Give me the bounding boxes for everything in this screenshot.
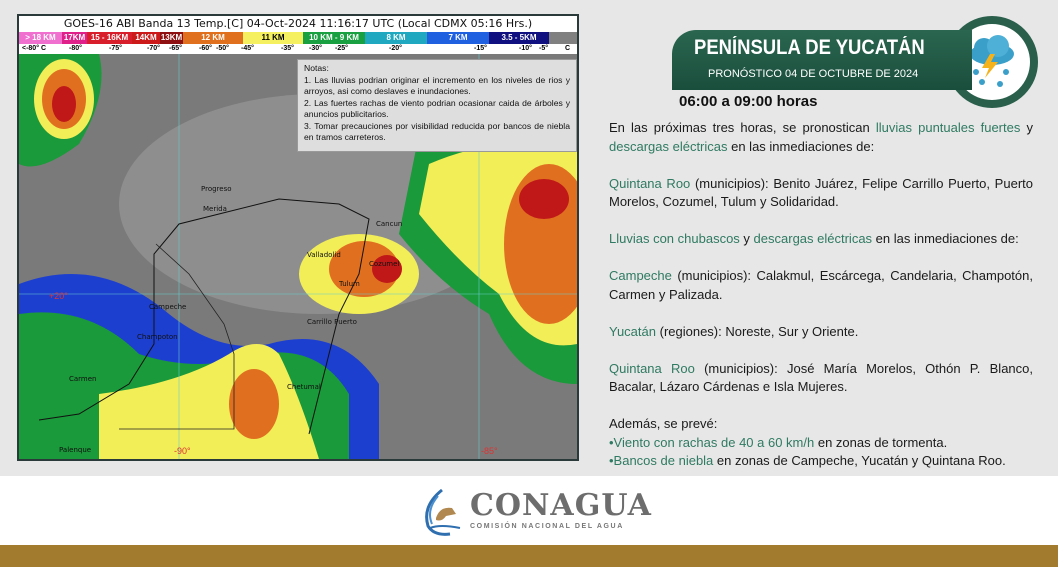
satellite-title: GOES-16 ABI Banda 13 Temp.[C] 04-Oct-2024 11:16:17 UTC (Local CDMX 05:16 Hrs.) [19, 16, 577, 32]
state-name: Yucatán [609, 323, 656, 339]
scale-tick: <-80° C [22, 45, 47, 52]
temperature-ticks [19, 44, 577, 54]
paragraph-yucatan [609, 323, 1033, 342]
highlight: descargas eléctricas [753, 231, 873, 246]
text: Además, se prevé: [609, 416, 718, 431]
additional-forecast [609, 415, 1033, 471]
scale-segment: 7 KM [427, 32, 489, 44]
city-label: Merida [203, 205, 227, 213]
note-item: 1. Las lluvias podrian originar el incremento en los niveles de rios y arroyos, asi como deslaves e inundaciones. [304, 74, 570, 96]
text: y [1020, 120, 1033, 135]
time-range: 06:00 a 09:00 horas [679, 93, 818, 110]
scale-tick: -30° [309, 45, 322, 52]
scale-tick: -25° [335, 45, 348, 52]
city-label: Valladolid [307, 251, 341, 259]
logo-subtitle: COMISIÓN NACIONAL DEL AGUA [470, 523, 624, 530]
footer-bar [0, 545, 1058, 567]
logo-text: CONAGUA [470, 488, 652, 523]
scale-segment: 8 KM [365, 32, 427, 44]
scale-tick: -50° [216, 45, 229, 52]
satellite-image [17, 14, 579, 461]
scale-segment: 15 - 16KM [87, 32, 132, 44]
grid-label: -90° [174, 446, 191, 456]
scale-segment: 11 KM [243, 32, 303, 44]
scale-tick: -80° [69, 45, 82, 52]
text: en zonas de tormenta. [814, 434, 948, 450]
scale-segment: 12 KM [183, 32, 243, 44]
city-label: Chetumal [287, 383, 321, 391]
conagua-logo-icon [420, 488, 464, 538]
highlight: •Viento con rachas de 40 a 60 km/h [609, 434, 815, 450]
city-label: Champoton [137, 333, 178, 341]
grid-label: -85° [481, 446, 498, 456]
scale-tick: -20° [389, 45, 402, 52]
city-label: Tulum [339, 280, 360, 288]
scale-tick: -75° [109, 45, 122, 52]
city-label: Cancun [376, 220, 403, 228]
note-item: 2. Las fuertes rachas de viento podrian ocasionar caida de árboles y anuncios publicitarios. [304, 97, 570, 119]
forecast-text [609, 119, 1033, 471]
highlight: descargas eléctricas [609, 138, 728, 154]
text: y [739, 231, 754, 246]
text: (municipios): José María Morelos, Othón P. Blanco, Bacalar, Lázaro Cárdenas e Isla Mujeres. [609, 360, 1033, 394]
city-label: Progreso [201, 185, 232, 193]
text: (regiones): Noreste, Sur y Oriente. [656, 323, 859, 339]
note-item: 3. Tomar precauciones por visibilidad reducida por bancos de niebla en tramos carreteros. [304, 120, 570, 142]
scale-tick: -15° [474, 45, 487, 52]
paragraph-intro [609, 119, 1033, 156]
text: (municipios): Benito Juárez, Felipe Carrillo Puerto, Puerto Morelos, Cozumel, Tulum y Solidaridad. [609, 175, 1033, 209]
scale-tick: -35° [281, 45, 294, 52]
scale-segment: 17KM [63, 33, 86, 42]
scale-tick: -70° [147, 45, 160, 52]
scale-segment: 3.5 - 5KM [489, 32, 549, 44]
notes-box [297, 59, 577, 152]
text: en las inmediaciones de: [872, 231, 1019, 246]
state-name: Quintana Roo [609, 175, 691, 191]
scale-segment: 14KM [132, 32, 160, 44]
scale-segment: 13KM [160, 33, 183, 42]
highlight: •Bancos de niebla [609, 453, 714, 468]
scale-tick: -10° [519, 45, 532, 52]
paragraph-chubascos [609, 230, 1033, 249]
text: (municipios): Calakmul, Escárcega, Candelaria, Champotón, Carmen y Palizada. [609, 268, 1033, 302]
text: En las próximas tres horas, se pronostican [609, 120, 876, 135]
grid-label: +20° [49, 291, 68, 301]
city-label: Carrillo Puerto [307, 318, 357, 326]
paragraph-campeche [609, 267, 1033, 304]
region-title: PENÍNSULA DE YUCATÁN [694, 36, 925, 59]
highlight: Lluvias con chubascos [609, 231, 740, 246]
color-scale [19, 32, 577, 44]
highlight: lluvias puntuales fuertes [875, 120, 1021, 135]
city-label: Cozumel [369, 260, 400, 268]
city-label: Campeche [149, 303, 187, 311]
text: en zonas de Campeche, Yucatán y Quintana Roo. [713, 453, 1006, 468]
city-label: Palenque [59, 446, 92, 454]
scale-tick: -65° [169, 45, 182, 52]
scale-tick: -5° [539, 45, 549, 52]
scale-segment: > 18 KM [19, 32, 62, 44]
paragraph-quintana-roo-2 [609, 360, 1033, 397]
scale-tick: -60° [199, 45, 212, 52]
scale-tick: -45° [241, 45, 254, 52]
scale-tick: C [565, 45, 571, 52]
city-label: Carmen [69, 375, 97, 383]
notes-title: Notas: [304, 63, 329, 73]
region-banner [672, 30, 972, 90]
state-name: Campeche [609, 268, 672, 283]
text: en las inmediaciones de: [727, 138, 875, 154]
state-name: Quintana Roo [609, 360, 695, 376]
scale-segment: 10 KM - 9 KM [303, 32, 365, 44]
paragraph-quintana-roo-1 [609, 175, 1033, 212]
footer [0, 476, 1058, 545]
forecast-date: PRONÓSTICO 04 DE OCTUBRE DE 2024 [708, 68, 919, 80]
